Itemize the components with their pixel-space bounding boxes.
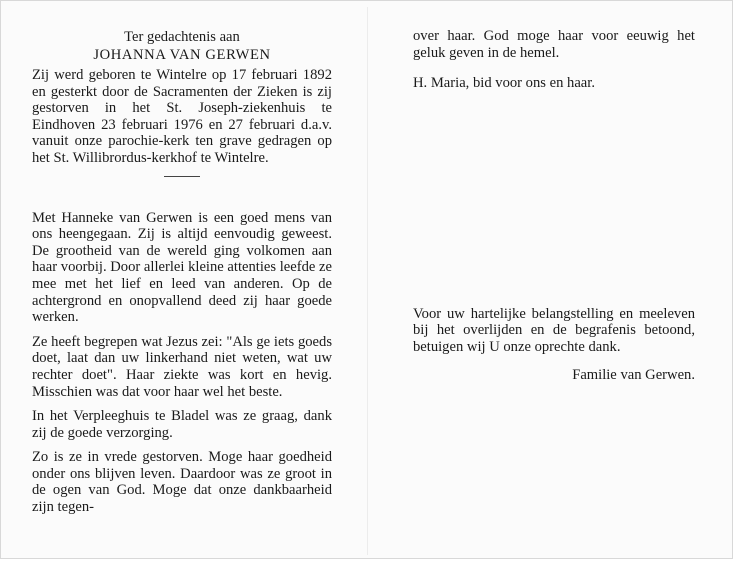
divider-rule bbox=[164, 176, 200, 177]
tribute-paragraph-4: Zo is ze in vrede gestorven. Moge haar goedheid onder ons blijven leven. Daardoor was ze groot in de ogen van God. Moge dat onze dankbaarheid zijn tegen- bbox=[32, 449, 332, 516]
continuation-text: over haar. God moge haar voor eeuwig het geluk geven in de hemel. bbox=[413, 28, 695, 61]
family-signature: Familie van Gerwen. bbox=[572, 366, 695, 383]
left-page bbox=[32, 28, 332, 516]
tribute-paragraph-1: Met Hanneke van Gerwen is een goed mens van ons heengegaan. Zij is altijd eenvoudig geweest. De grootheid van de wereld ging volkomen aan haar voorbij. Door allerlei kleine attenties leefde ze mee met het lief en leed van anderen. Op de achtergrond en onopvallend deed zij haar goede werken. bbox=[32, 209, 332, 326]
card-fold-line bbox=[367, 7, 368, 555]
tribute-paragraph-3: In het Verpleeghuis te Bladel was ze graag, dank zij de goede verzorging. bbox=[32, 408, 332, 441]
right-page bbox=[413, 28, 695, 398]
deceased-name: JOHANNA VAN GERWEN bbox=[93, 47, 271, 63]
memorial-header: Ter gedachtenis aan bbox=[124, 29, 240, 45]
prayer-text: H. Maria, bid voor ons en haar. bbox=[413, 75, 595, 92]
tribute-paragraph-2: Ze heeft begrepen wat Jezus zei: "Als ge iets goeds doet, laat dan uw linkerhand niet weten, wat uw rechter doet". Haar ziekte was kort en hevig. Misschien was dat voor haar wel het beste. bbox=[32, 333, 332, 400]
biography-text: Zij werd geboren te Wintelre op 17 februari 1892 en gesterkt door de Sacramenten der Zieken is zij gestorven in het St. Joseph-ziekenhuis te Eindhoven 23 februari 1976 en 27 februari d.a.v. vanuit onze parochie-kerk ten grave gedragen op het St. Willibrordus-kerkhof te Wintelre. bbox=[32, 67, 332, 166]
thanks-text: Voor uw hartelijke belangstelling en meeleven bij het overlijden en de begrafenis betoond, betuigen wij U onze oprechte dank. bbox=[413, 305, 695, 355]
